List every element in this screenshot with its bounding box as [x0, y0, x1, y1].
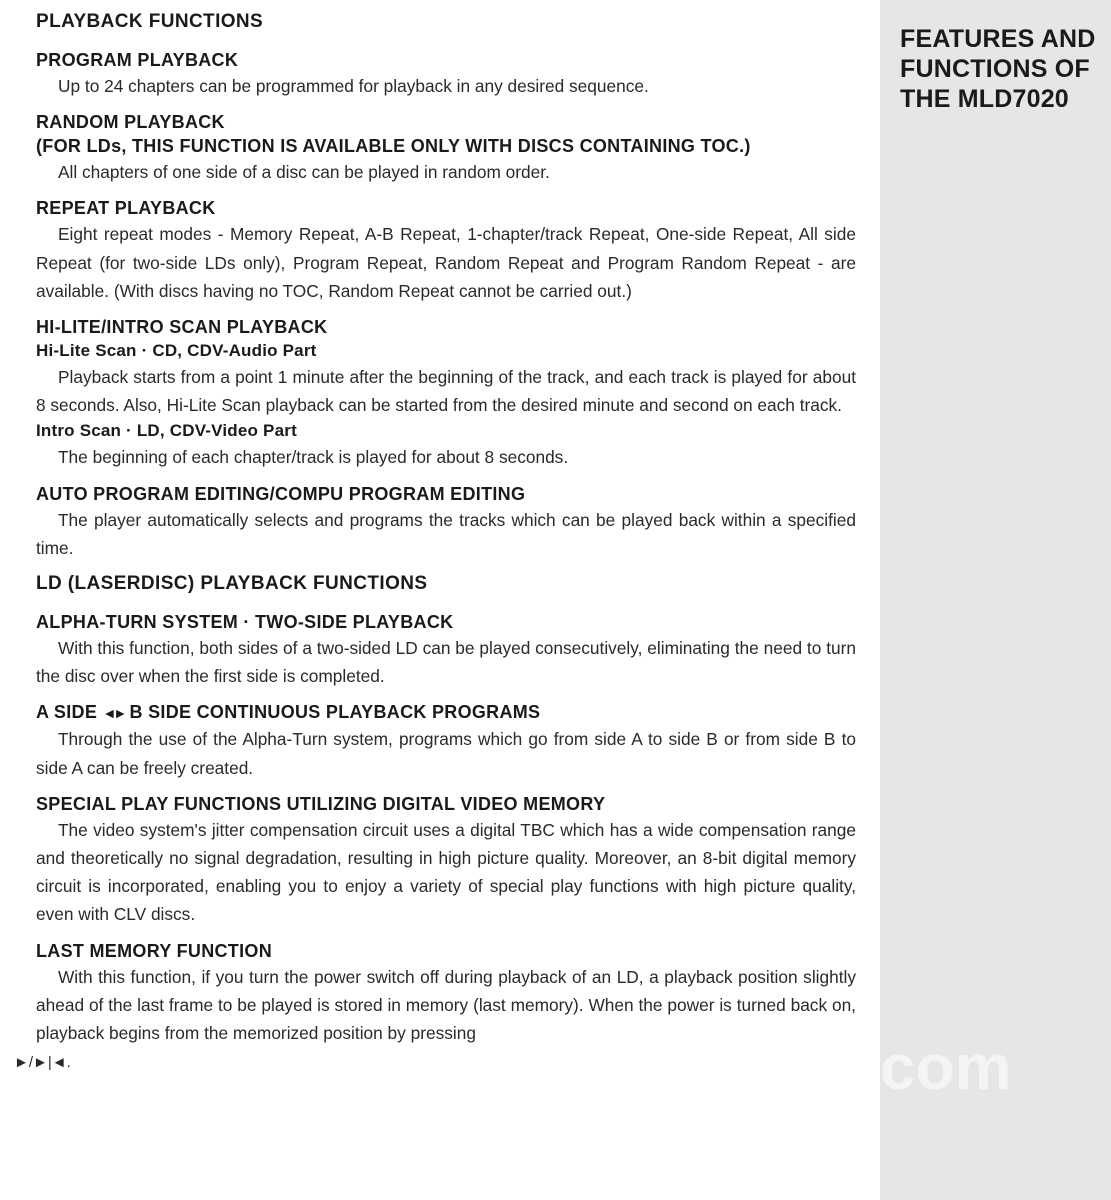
heading-program-playback: PROGRAM PLAYBACK	[36, 50, 239, 70]
heading-ab-side-right: B SIDE CONTINUOUS PLAYBACK PROGRAMS	[129, 702, 541, 723]
heading-auto-program: AUTO PROGRAM EDITING/COMPU PROGRAM EDITING	[36, 483, 526, 504]
play-pause-symbol-icon: ►/►|◄.	[14, 1054, 71, 1072]
sidebar-title: FEATURES AND FUNCTIONS OF THE MLD7020	[900, 25, 1096, 113]
heading-alpha-turn: ALPHA-TURN SYSTEM · TWO-SIDE PLAYBACK	[36, 612, 454, 633]
heading-hilite-intro: HI-LITE/INTRO SCAN PLAYBACK	[36, 317, 328, 338]
subheading-intro-scan: Intro Scan · LD, CDV-Video Part	[36, 421, 297, 441]
subheading-hilite-scan: Hi-Lite Scan · CD, CDV-Audio Part	[36, 341, 317, 361]
text-auto-program: The player automatically selects and programs the tracks which can be played back within a specified time.	[36, 509, 856, 558]
heading-ab-side	[36, 700, 856, 725]
text-intro-scan: The beginning of each chapter/track is played for about 8 seconds.	[58, 447, 569, 468]
document-content	[14, 10, 856, 1077]
heading-special-play: SPECIAL PLAY FUNCTIONS UTILIZING DIGITAL VIDEO MEMORY	[36, 793, 606, 814]
text-hilite-scan: Playback starts from a point 1 minute after the beginning of the track, and each track is played for about 8 seconds. Also, Hi-Lite Scan playback can be started from the desired minute and second on each track.	[36, 367, 856, 416]
text-special-play: The video system's jitter compensation circuit uses a digital TBC which has a wide compensation range and theoretically no signal degradation, resulting in high picture quality. Moreover, an 8-bit digital memory circuit is incorporated, enabling you to enjoy a variety of special play functions with high picture quality, even with CLV discs.	[36, 819, 856, 925]
heading-last-memory: LAST MEMORY FUNCTION	[36, 940, 272, 961]
heading-ld-functions: LD (LASERDISC) PLAYBACK FUNCTIONS	[36, 573, 428, 595]
text-program-playback: Up to 24 chapters can be programmed for playback in any desired sequence.	[58, 76, 649, 96]
heading-random-playback: RANDOM PLAYBACK	[36, 112, 225, 133]
text-last-memory-body: With this function, if you turn the power switch off during playback of an LD, a playback position slightly ahead of the last frame to be played is stored in memory (last memory). When the power is turned back on, playback begins from the memorized position by pressing	[36, 966, 856, 1044]
text-ab-side: Through the use of the Alpha-Turn system, programs which go from side A to side B or from side B to side A can be freely created.	[36, 729, 856, 778]
text-alpha-turn: With this function, both sides of a two-sided LD can be played consecutively, eliminating the need to turn the disc over when the first side is completed.	[36, 638, 856, 687]
sidebar-panel	[880, 0, 1111, 1200]
text-random-playback: All chapters of one side of a disc can be played in random order.	[58, 162, 550, 183]
double-arrow-icon: ◄►	[102, 705, 125, 722]
heading-playback-functions: PLAYBACK FUNCTIONS	[36, 11, 264, 32]
subheading-random-playback: (FOR LDs, THIS FUNCTION IS AVAILABLE ONLY WITH DISCS CONTAINING TOC.)	[36, 136, 751, 157]
watermark: com	[880, 1031, 1012, 1103]
heading-repeat-playback: REPEAT PLAYBACK	[36, 198, 216, 219]
text-last-memory	[14, 963, 856, 1078]
heading-ab-side-left: A SIDE	[36, 702, 98, 723]
text-repeat-playback: Eight repeat modes - Memory Repeat, A-B Repeat, 1-chapter/track Repeat, One-side Repeat, All side Repeat (for two-side LDs only), Program Repeat, Random Repeat and Program Random Repeat - are available. (With discs having no TOC, Random Repeat cannot be carried out.)	[36, 224, 856, 301]
